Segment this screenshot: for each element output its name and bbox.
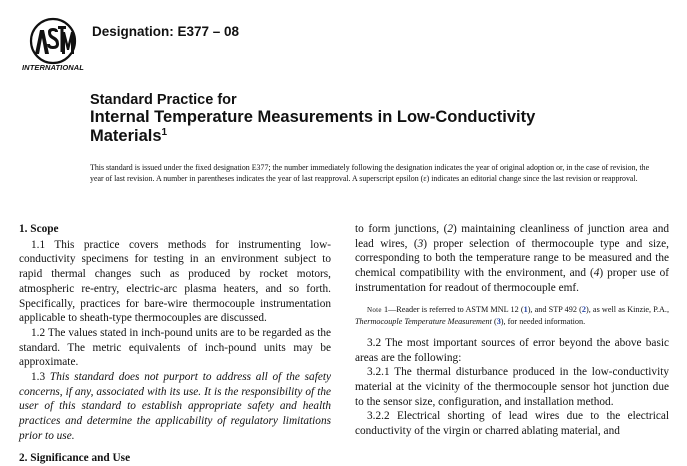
scope-heading: 1. Scope bbox=[19, 223, 59, 235]
title-line-2: Internal Temperature Measurements in Low-Conductivity bbox=[90, 108, 536, 126]
note-label: Note bbox=[367, 305, 382, 314]
note-book-title: Thermocouple Temperature Measurement bbox=[355, 316, 492, 326]
item-2-number: 2 bbox=[447, 223, 453, 235]
note-text-d: ( bbox=[491, 316, 497, 326]
item-4-number: 4 bbox=[593, 267, 600, 280]
title-line-1: Standard Practice for bbox=[90, 92, 237, 108]
paragraph-1-3-text: This standard does not purport to address all of the safety concerns, if any, associated with its use. It is the responsibility of the user of this standard to establish appropriate safety and health practices and determine the applicability of regulatory limitations prior to use. bbox=[19, 371, 332, 442]
title-line-3 bbox=[90, 127, 650, 146]
significance-heading: 2. Significance and Use bbox=[19, 451, 131, 464]
item-3-number: 3 bbox=[417, 237, 424, 250]
right-column bbox=[355, 222, 669, 439]
cont-text-c: ) proper selection of thermocouple type and size, corresponding to both the temperature range to be measured and the chemical compatibility with the environment, and ( bbox=[355, 237, 669, 280]
paragraph-1-3-number: 1.3 bbox=[31, 371, 46, 384]
note-text-c: ), as well as Kinzie, P.A., bbox=[585, 304, 669, 314]
cont-text-a: to form junctions, ( bbox=[355, 223, 448, 235]
document-title bbox=[90, 92, 650, 146]
paragraph-1-3 bbox=[19, 370, 331, 444]
continued-paragraph bbox=[355, 222, 669, 296]
title-footnote-mark: 1 bbox=[161, 127, 168, 138]
paragraph-1-1: 1.1 This practice covers methods for instrumenting low-conductivity specimens for testing in an environment subject to rapid thermal changes such as produced by rocket motors, atmospheric re-entry, electric-arc plasma heaters, and so forth. Specifically, practices for bare-wire thermocouple instrumentation applicable to sheath-type thermocouples are discussed. bbox=[19, 238, 331, 325]
note-1 bbox=[355, 304, 669, 327]
cont-text-b: ) maintaining cleanliness of junction area and lead wires, ( bbox=[355, 223, 669, 250]
title-line-3-text: Materials bbox=[90, 127, 162, 145]
reference-link-2[interactable]: 2 bbox=[581, 304, 586, 314]
paragraph-1-2: 1.2 The values stated in inch-pound units are to be regarded as the standard. The metric equivalents of inch-pound units may be approximate. bbox=[19, 326, 331, 369]
note-text-e: ), for needed information. bbox=[500, 316, 586, 326]
cont-text-d: ) proper use of instrumentation for readout of thermocouple emf. bbox=[355, 267, 669, 294]
paragraph-3-2: 3.2 The most important sources of error beyond the above basic areas are the following: bbox=[355, 336, 669, 364]
logo-subtitle: INTERNATIONAL bbox=[22, 63, 84, 72]
note-text-a: 1—Reader is referred to ASTM MNL 12 ( bbox=[381, 304, 524, 314]
reference-link-3[interactable]: 3 bbox=[496, 316, 501, 326]
paragraph-3-2-2: 3.2.2 Electrical shorting of lead wires due to the electrical conductivity of the virgin or charred ablating material, and bbox=[355, 410, 669, 438]
reference-link-1[interactable]: 1 bbox=[523, 304, 528, 314]
astm-logo-letters bbox=[35, 26, 74, 54]
issuance-notice: This standard is issued under the fixed designation E377; the number immediately following the designation indicates the year of original adoption or, in the case of revision, the year of last revision. A number in parentheses indicates the year of last reapproval. A superscript epsilon (ε) indicates an editorial change since the last revision or reapproval. bbox=[90, 163, 650, 183]
note-text-b: ), and STP 492 ( bbox=[527, 304, 582, 314]
designation: Designation: E377 – 08 bbox=[92, 24, 240, 39]
paragraph-3-2-1: 3.2.1 The thermal disturbance produced in the low-conductivity material at the vicinity of the thermocouple sensor hot junction due to the sensor size, configuration, and installation method. bbox=[355, 366, 669, 408]
left-column bbox=[19, 222, 331, 466]
